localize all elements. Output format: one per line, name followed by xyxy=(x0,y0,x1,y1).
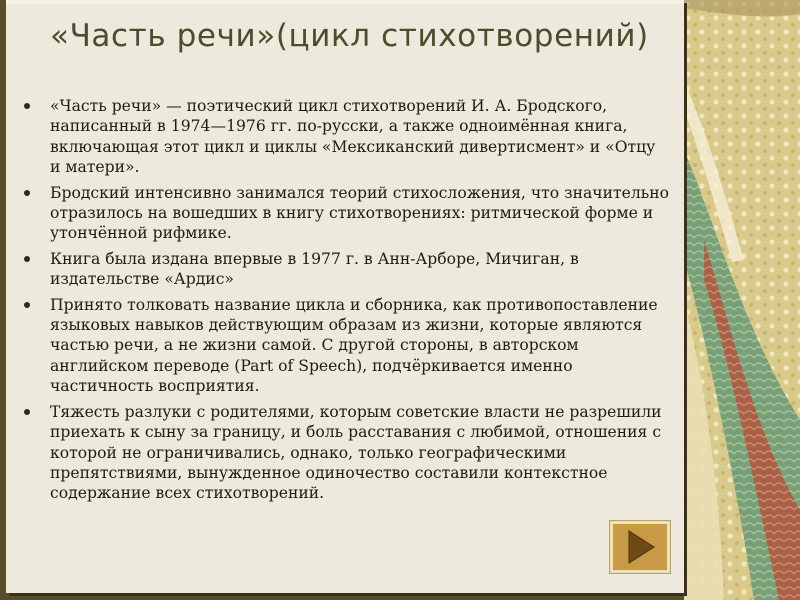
bullet-item xyxy=(20,249,670,290)
bullet-list xyxy=(20,96,670,509)
bullet-item xyxy=(20,402,670,504)
bullet-item xyxy=(20,295,670,397)
bullet-text: Принято толковать название цикла и сборника, как противопоставление языковых навыков действующим образам из жизни, которые являются частью речи, а не жизни самой. С другой стороны, в авторском английском переводе (Part of Speech), подчёркивается именно частичность восприятия. xyxy=(50,295,658,396)
bullet-text: Тяжесть разлуки с родителями, которым советские власти не разрешили приехать к сыну за границу, и боль расставания с любимой, отношения с которой не ограничивались, однако, только географическими препятствиями, вынужденное одиночество составили контекстное содержание всех стихотворений. xyxy=(50,402,662,503)
bullet-dot-icon xyxy=(24,103,30,109)
content-panel xyxy=(6,0,684,593)
bullet-text: Бродский интенсивно занимался теорий стихосложения, что значительно отразилось на вошедших в книгу стихотворениях: ритмической форме и утончённой рифмике. xyxy=(50,183,670,243)
panel-edge xyxy=(6,0,684,4)
slide-title: «Часть речи»(цикл стихотворений) xyxy=(50,18,649,54)
bullet-text: Книга была издана впервые в 1977 г. в Анн-Арборе, Мичиган, в издательстве «Ардис» xyxy=(50,249,579,289)
bullet-item xyxy=(20,183,670,244)
bullet-dot-icon xyxy=(24,256,30,262)
bullet-dot-icon xyxy=(24,190,30,196)
bullet-dot-icon xyxy=(24,302,30,308)
bullet-text: «Часть речи» — поэтический цикл стихотворений И. А. Бродского, написанный в 1974—1976 гг. по-русски, а также одноимённая книга, включающая этот цикл и циклы «Мексиканский дивертисмент» и «Отцу и матери». xyxy=(50,97,656,177)
bullet-item xyxy=(20,96,670,178)
next-slide-button[interactable] xyxy=(609,520,671,574)
bullet-dot-icon xyxy=(24,409,30,415)
decorative-ornament xyxy=(684,0,800,600)
